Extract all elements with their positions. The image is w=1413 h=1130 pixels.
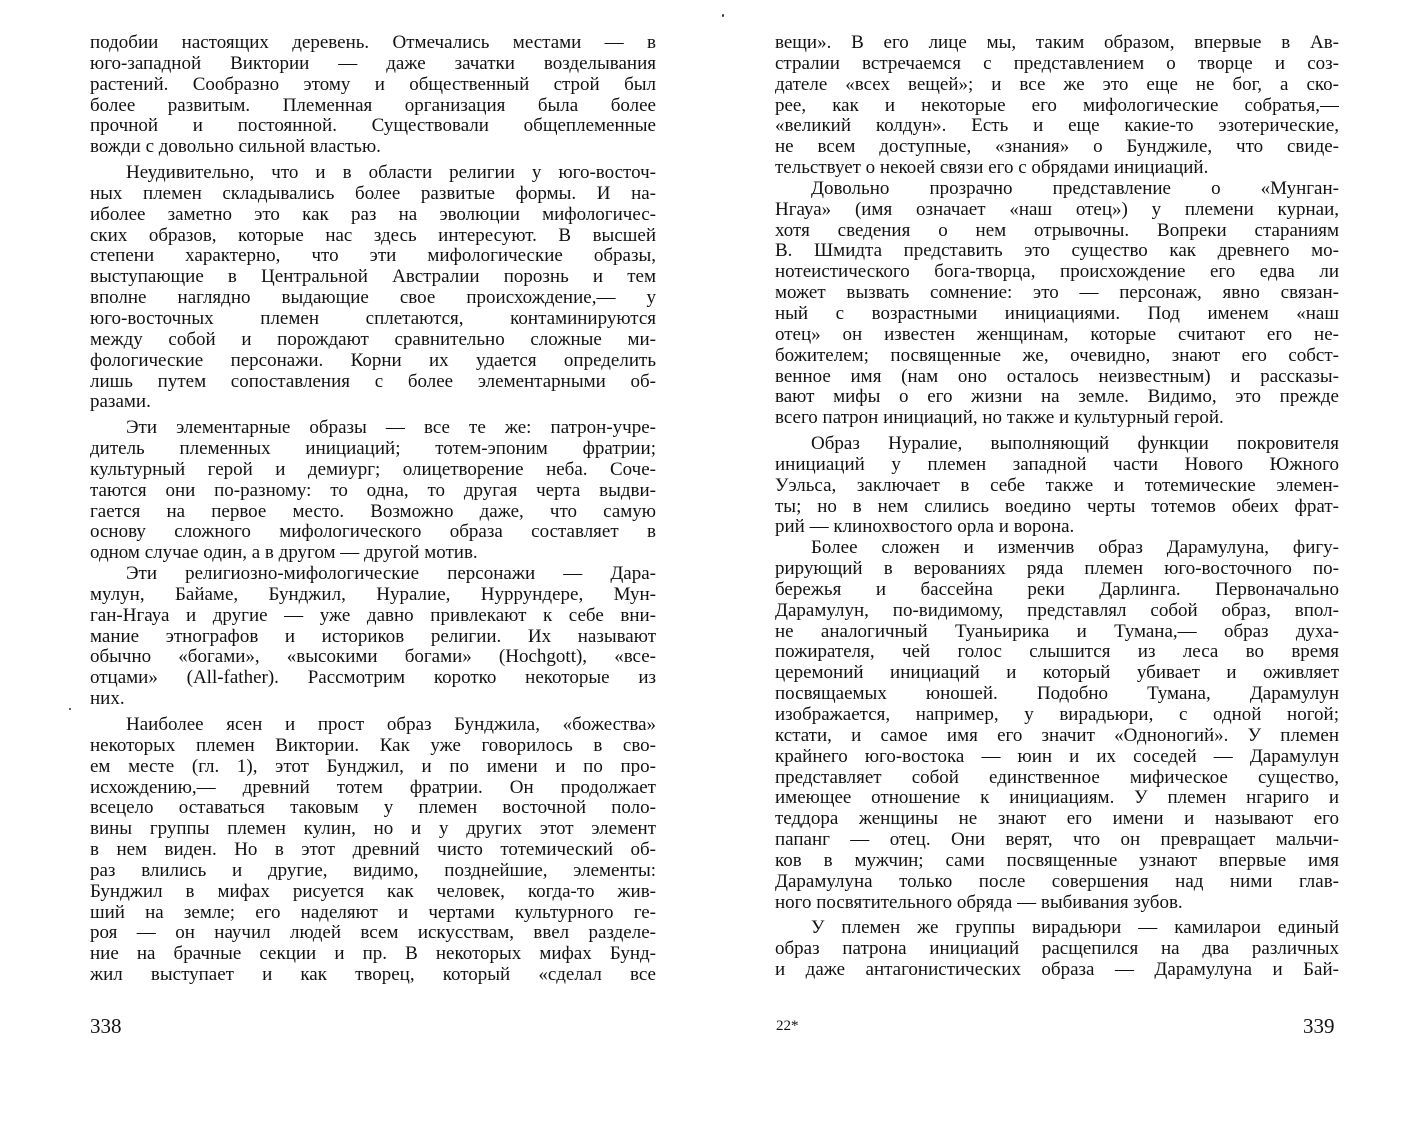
text-line: божителем; посвященные же, очевидно, знают его собст- bbox=[775, 345, 1339, 366]
text-line: рий — клинохвостого орла и ворона. bbox=[775, 517, 1075, 538]
text-line: посвящаемых юношей. Подобно Тумана, Дарамулун bbox=[775, 684, 1339, 705]
text-line: вполне наглядно выдающие свое происхождение,— у bbox=[90, 288, 656, 309]
text-line: дитель племенных инициаций; тотем-эпоним фратрии; bbox=[90, 439, 656, 460]
text-line: ган-Нгауа и другие — уже давно привлекают к себе вни- bbox=[90, 605, 656, 626]
text-line: церемоний инициаций и который убивает и оживляет bbox=[775, 663, 1339, 684]
scan-speck bbox=[722, 14, 724, 17]
text-line: может вызвать сомнение: это — персонаж, явно связан- bbox=[775, 283, 1339, 304]
paragraph-first-line: Неудивительно, что и в области религии у юго-восточ- bbox=[126, 163, 656, 184]
text-line: нотеистического бога-творца, происхождение его едва ли bbox=[775, 262, 1339, 283]
text-line: лишь путем сопоставления с более элементарными об- bbox=[90, 371, 656, 392]
text-line: более развитым. Племенная организация была более bbox=[90, 95, 656, 116]
text-line: рирующий в верованиях ряда племен юго-восточного по- bbox=[775, 559, 1339, 580]
text-line: жил выступает и как творец, который «сделал все bbox=[90, 965, 656, 986]
page-number-right: 339 bbox=[1303, 1014, 1335, 1038]
text-line: юго-западной Виктории — даже зачатки возделывания bbox=[90, 53, 656, 74]
paragraph-first-line: Довольно прозрачно представление о «Мунган- bbox=[811, 178, 1339, 199]
right-page-text bbox=[775, 33, 1339, 981]
text-line: Дарамулун, по-видимому, представлял собой образ, впол- bbox=[775, 600, 1339, 621]
text-line: рее, как и некоторые его мифологические собратья,— bbox=[775, 95, 1339, 116]
text-line: бережья и бассейна реки Дарлинга. Первоначально bbox=[775, 579, 1339, 600]
text-line: ков в мужчин; сами посвященные узнают впервые имя bbox=[775, 850, 1339, 871]
text-line: образ патрона инициаций расщепился на два различных bbox=[775, 939, 1339, 960]
text-line: разами. bbox=[90, 392, 151, 413]
text-line: вещи». В его лице мы, таким образом, впервые в Ав- bbox=[775, 33, 1339, 53]
text-line: юго-восточных племен сплетаются, контаминируются bbox=[90, 308, 656, 329]
page-number-left: 338 bbox=[90, 1014, 122, 1038]
text-line: стралии встречаемся с представлением о творце и соз- bbox=[775, 53, 1339, 74]
text-line: выступающие в Центральной Австралии порознь и тем bbox=[90, 267, 656, 288]
text-line: ем месте (гл. 1), этот Бунджил, и по имени и по про- bbox=[90, 756, 656, 777]
text-line: кстати, и самое имя его значит «Одноногий». У племен bbox=[775, 725, 1339, 746]
text-line: роя — он научил людей всем искусствам, ввел разделе- bbox=[90, 923, 656, 944]
text-line: папанг — отец. Они верят, что он превращает мальчи- bbox=[775, 830, 1339, 851]
text-line: прочной и постоянной. Существовали общеплеменные bbox=[90, 116, 656, 137]
text-line: изображается, например, у вирадьюри, с одной ногой; bbox=[775, 705, 1339, 725]
text-line: таются они по-разному: то одна, то другая черта выдви- bbox=[90, 480, 656, 501]
text-line: Уэльса, заключает в себе также и тотемические элемен- bbox=[775, 475, 1339, 496]
text-line: отцами» (All-father). Рассмотрим коротко некоторые из bbox=[90, 668, 656, 689]
scan-speck bbox=[69, 708, 71, 710]
text-line: фологические персонажи. Корни их удается определить bbox=[90, 350, 656, 371]
text-line: растений. Сообразно этому и общественный строй был bbox=[90, 74, 656, 95]
text-line: теддора женщины не знают его имени и называют его bbox=[775, 809, 1339, 830]
text-line: раз влились и другие, видимо, позднейшие, элементы: bbox=[90, 860, 656, 881]
text-line: представляет собой единственное мифическое существо, bbox=[775, 767, 1339, 788]
text-line: степени характерно, что эти мифологические образы, bbox=[90, 246, 656, 267]
paragraph-first-line: Эти религиозно-мифологические персонажи — Дара- bbox=[126, 564, 656, 585]
text-line: ный с возрастными инициациями. Под именем «наш bbox=[775, 303, 1339, 324]
text-line: мание этнографов и историков религии. Их называют bbox=[90, 626, 656, 647]
paragraph-first-line: У племен же группы вирадьюри — камиларои единый bbox=[811, 918, 1339, 939]
left-page-text bbox=[90, 33, 656, 986]
text-line: не всем доступные, «знания» о Бунджиле, что свиде- bbox=[775, 137, 1339, 158]
text-line: имеющее отношение к инициациям. У племен нгариго и bbox=[775, 788, 1339, 809]
text-line: гается на первое место. Возможно даже, что самую bbox=[90, 501, 656, 522]
text-line: культурный герой и демиург; олицетворение неба. Соче- bbox=[90, 459, 656, 480]
text-line: «великий колдун». Есть и еще какие-то эзотерические, bbox=[775, 116, 1339, 137]
paragraph-first-line: Образ Нуралие, выполняющий функции покровителя bbox=[811, 434, 1339, 455]
text-line: в нем виден. Но в этот древний чисто тотемический об- bbox=[90, 840, 656, 861]
text-line: дателе «всех вещей»; и все же это еще не бог, а ско- bbox=[775, 74, 1339, 95]
text-line: одном случае один, а в другом — другой мотив. bbox=[90, 543, 478, 564]
text-line: пожирателя, чей голос слышится из леса во время bbox=[775, 642, 1339, 663]
text-line: ного посвятительного обряда — выбивания зубов. bbox=[775, 892, 1183, 913]
text-line: них. bbox=[90, 689, 125, 710]
text-line: не аналогичный Туаньирика и Тумана,— образ духа- bbox=[775, 621, 1339, 642]
paragraph-first-line: Наиболее ясен и прост образ Бунджила, «божества» bbox=[126, 715, 656, 735]
text-line: основу сложного мифологического образа составляет в bbox=[90, 522, 656, 543]
text-line: исхождению,— древний тотем фратрии. Он продолжает bbox=[90, 777, 656, 798]
text-line: тельствует о некоей связи его с обрядами инициаций. bbox=[775, 158, 1209, 179]
signature-mark: 22* bbox=[776, 1018, 799, 1034]
text-line: ние на брачные секции и пр. В некоторых мифах Бунд- bbox=[90, 944, 656, 965]
text-line: В. Шмидта представить это существо как древнего мо- bbox=[775, 241, 1339, 262]
text-line: обычно «богами», «высокими богами» (Hochgott), «все- bbox=[90, 647, 656, 668]
text-line: вины группы племен кулин, но и у других этот элемент bbox=[90, 819, 656, 840]
text-line: между собой и порождают сравнительно сложные ми- bbox=[90, 329, 656, 350]
text-line: Дарамулуна только после совершения над ними глав- bbox=[775, 871, 1339, 892]
text-line: всего патрон инициаций, но также и культурный герой. bbox=[775, 408, 1224, 429]
text-line: подобии настоящих деревень. Отмечались местами — в bbox=[90, 33, 656, 53]
text-line: ных племен складывались более развитые формы. И на- bbox=[90, 183, 656, 204]
text-line: ских образов, которые нас здесь интересуют. В высшей bbox=[90, 225, 656, 246]
text-line: вожди с довольно сильной властью. bbox=[90, 137, 381, 158]
text-line: крайнего юго-востока — юин и их соседей — Дарамулун bbox=[775, 746, 1339, 767]
text-line: хотя сведения о нем отрывочны. Вопреки стараниям bbox=[775, 220, 1339, 241]
paragraph-first-line: Более сложен и изменчив образ Дарамулуна, фигу- bbox=[811, 538, 1339, 559]
text-line: всецело оставаться таковым у племен восточной поло- bbox=[90, 798, 656, 819]
paragraph-first-line: Эти элементарные образы — все те же: патрон-учре- bbox=[126, 418, 656, 439]
text-line: Нгауа» (имя означает «наш отец») у племени курнаи, bbox=[775, 199, 1339, 220]
text-line: ты; но в нем слились воедино черты тотемов обеих фрат- bbox=[775, 496, 1339, 517]
text-line: мулун, Байаме, Бунджил, Нуралие, Нуррундере, Мун- bbox=[90, 584, 656, 605]
text-line: Бунджил в мифах рисуется как человек, когда-то жив- bbox=[90, 881, 656, 902]
text-line: ший на земле; его наделяют и чертами культурного ге- bbox=[90, 902, 656, 923]
text-line: венное имя (нам оно осталось неизвестным) и рассказы- bbox=[775, 366, 1339, 387]
text-line: иболее заметно это как раз на эволюции мифологичес- bbox=[90, 204, 656, 225]
text-line: и даже антагонистических образа — Дарамулуна и Бай- bbox=[775, 960, 1339, 981]
text-line: отец» он известен женщинам, которые считают его не- bbox=[775, 324, 1339, 345]
text-line: инициаций у племен западной части Нового Южного bbox=[775, 454, 1339, 475]
text-line: вают мифы о его жизни на земле. Видимо, это прежде bbox=[775, 387, 1339, 408]
text-line: некоторых племен Виктории. Как уже говорилось в сво- bbox=[90, 735, 656, 756]
